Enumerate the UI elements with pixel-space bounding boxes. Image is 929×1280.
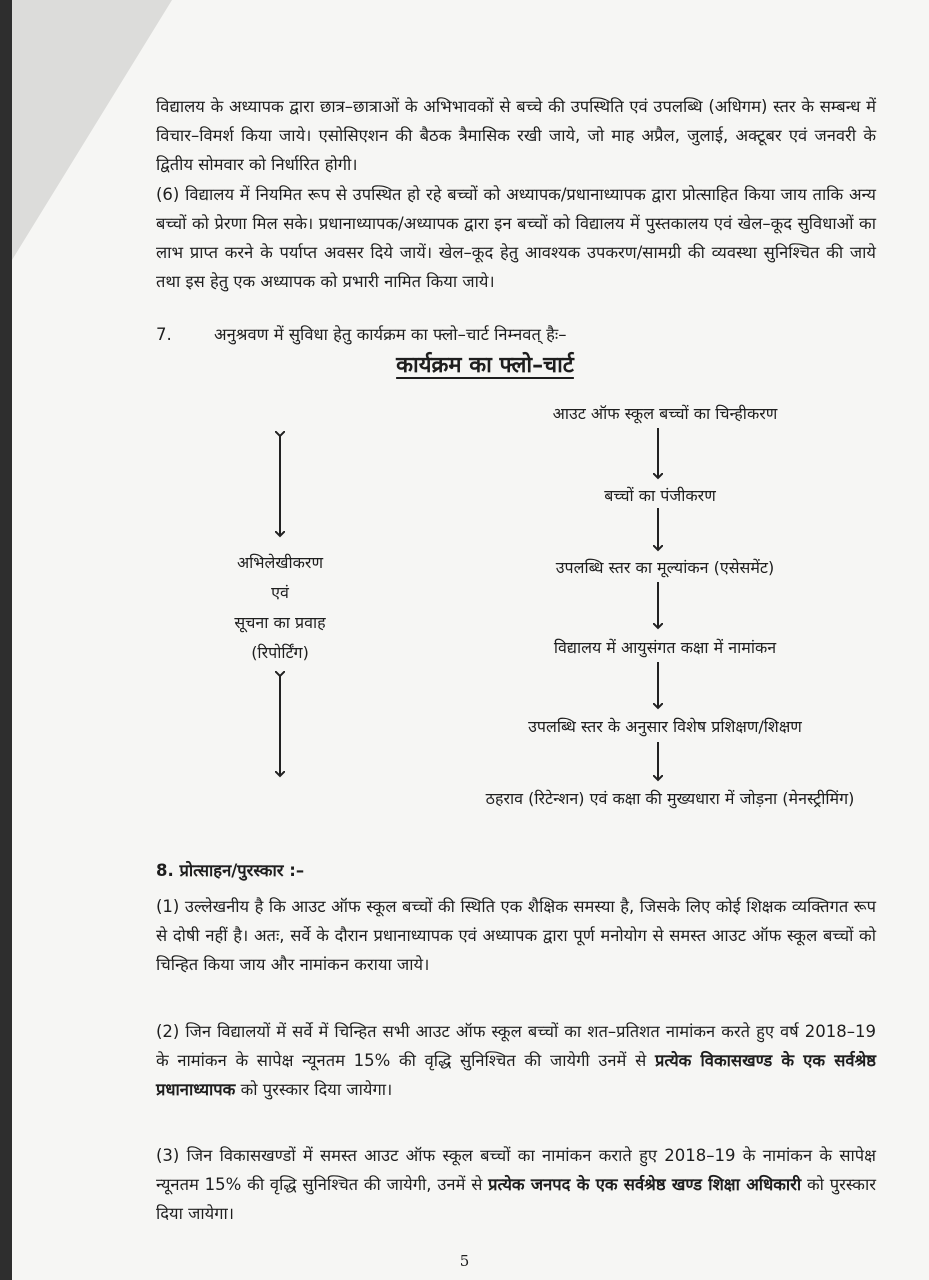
flow-step-3: उपलब्धि स्तर का मूल्यांकन (एसेसमेंट)	[555, 558, 775, 577]
paragraph-8-3	[156, 1141, 876, 1228]
reporting-line-3: सूचना का प्रवाह	[234, 613, 326, 632]
section-7-heading	[156, 322, 566, 345]
section-7-text: अनुश्रवण में सुविधा हेतु कार्यक्रम का फ्लो–चार्ट निम्नवत् हैः–	[214, 325, 567, 344]
flow-step-2: बच्चों का पंजीकरण	[604, 486, 716, 505]
paragraph-intro: विद्यालय के अध्यापक द्वारा छात्र–छात्राओं के अभिभावकों से बच्चे की उपस्थिति एवं उपलब्धि (अधिगम) स्तर के सम्बन्ध में विचार–विमर्श किया जाये। एसोसिएशन की बैठक त्रैमासिक रखी जाये, जो माह अप्रैल, जुलाई, अक्टूबर एवं जनवरी के द्वितीय सोमवार को निर्धारित होगी।	[156, 97, 876, 174]
paragraph-8-3-text: (3) जिन विकासखण्डों में समस्त आउट ऑफ स्कूल बच्चों का नामांकन कराते हुए 2018–19 के नामांकन के सापेक्ष न्यूनतम 15% की वृद्धि सुनिश्चित की जायेगी, उनमें से	[156, 1146, 876, 1194]
paragraph-8-2-bold: प्रत्येक विकासखण्ड के एक सर्वश्रेष्ठ प्रधानाध्यापक	[156, 1051, 876, 1099]
paragraph-8-2-end: को पुरस्कार दिया जायेगा।	[235, 1080, 393, 1099]
reporting-line-2: एवं	[271, 583, 289, 602]
paragraph-8-3-end: को पुरस्कार दिया जायेगा।	[156, 1175, 876, 1223]
paragraph-8-2	[156, 1017, 876, 1104]
flow-step-4: विद्यालय में आयुसंगत कक्षा में नामांकन	[553, 638, 777, 657]
reporting-line-1: अभिलेखीकरण	[236, 553, 324, 572]
section-8-heading: 8. प्रोत्साहन/पुरस्कार :–	[156, 861, 305, 880]
page-fold-shadow	[12, 0, 172, 260]
reporting-line-4: (रिपोर्टिंग)	[251, 643, 309, 662]
flow-step-5: उपलब्धि स्तर के अनुसार विशेष प्रशिक्षण/शिक्षण	[528, 717, 802, 736]
paragraph-8-3-bold: प्रत्येक जनपद के एक सर्वश्रेष्ठ खण्ड शिक्षा अधिकारी	[488, 1175, 802, 1194]
flow-step-6: ठहराव (रिटेन्शन) एवं कक्षा की मुख्यधारा में जोड़ना (मेनस्ट्रीमिंग)	[485, 789, 855, 808]
flow-step-1: आउट ऑफ स्कूल बच्चों का चिन्हीकरण	[552, 404, 778, 423]
section-7-number: 7.	[156, 325, 172, 344]
paragraph-8-2-text: (2) जिन विद्यालयों में सर्वे में चिन्हित सभी आउट ऑफ स्कूल बच्चों का शत–प्रतिशत नामांकन करते हुए वर्ष 2018–19 के नामांकन के सापेक्ष न्यूनतम 15% की वृद्धि सुनिश्चित की जायेगी उनमें से	[156, 1022, 876, 1070]
paragraph-8-1: (1) उल्लेखनीय है कि आउट ऑफ स्कूल बच्चों की स्थिति एक शैक्षिक समस्या है, जिसके लिए कोई शिक्षक व्यक्तिगत रूप से दोषी नहीं है। अतः, सर्वे के दौरान प्रधानाध्यापक एवं अध्यापक द्वारा पूर्ण मनोयोग से समस्त आउट ऑफ स्कूल बच्चों को चिन्हित किया जाय और नामांकन कराया जाये।	[156, 897, 876, 974]
scan-edge	[0, 0, 12, 1280]
flowchart-title: कार्यक्रम का फ्लो–चार्ट	[396, 353, 574, 378]
paragraph-6: (6) विद्यालय में नियमित रूप से उपस्थित हो रहे बच्चों को अध्यापक/प्रधानाध्यापक द्वारा प्रोत्साहित किया जाय ताकि अन्य बच्चों को प्रेरणा मिल सके। प्रधानाध्यापक/अध्यापक द्वारा इन बच्चों को विद्यालय में पुस्तकालय एवं खेल–कूद सुविधाओं का लाभ प्राप्त करने के पर्याप्त अवसर दिये जायें। खेल–कूद हेतु आवश्यक उपकरण/सामग्री की व्यवस्था सुनिश्चित की जाये तथा इस हेतु एक अध्यापक को प्रभारी नामित किया जाये।	[156, 185, 876, 291]
page-number: 5	[459, 1252, 470, 1270]
reporting-block	[200, 548, 360, 668]
